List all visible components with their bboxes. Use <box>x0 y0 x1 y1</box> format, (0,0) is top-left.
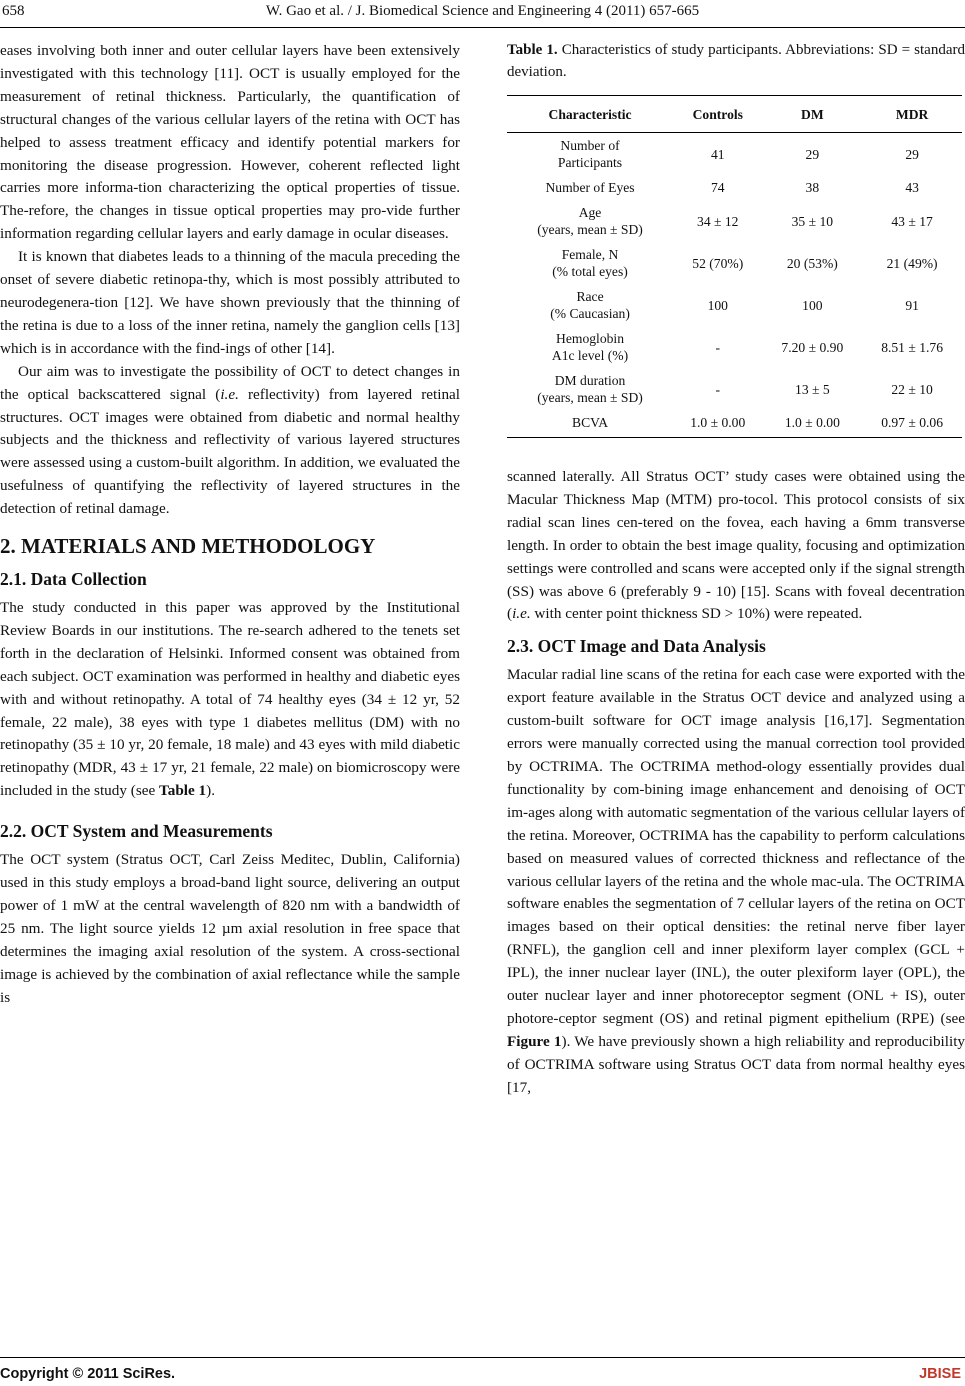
row-label-cell: Female, N (% total eyes) <box>552 247 628 279</box>
subsection-heading-image-analysis: 2.3. OCT Image and Data Analysis <box>507 636 766 657</box>
value-cell: 41 <box>710 146 725 162</box>
table-reference[interactable]: Table 1 <box>159 782 207 800</box>
row-label-cell: BCVA <box>507 410 673 438</box>
footer-rule <box>0 1357 965 1358</box>
row-label-cell: Age (years, mean ± SD) <box>537 205 643 237</box>
running-head: W. Gao et al. / J. Biomedical Science and Engineering 4 (2011) 657-665 <box>265 3 700 19</box>
value-cell: 29 <box>805 146 820 162</box>
row-label-cell: Race (% Caucasian) <box>550 289 630 321</box>
value-cell: 21 (49%) <box>886 255 938 271</box>
table-caption: Table 1. Characteristics of study participants. Abbreviations: SD = standard deviation. <box>507 42 965 80</box>
section-heading-methods: 2. MATERIALS AND METHODOLOGY <box>0 534 376 559</box>
paragraph-oct-system: The OCT system (Stratus OCT, Carl Zeiss Meditec, Dublin, California) used in this study employs a broad-band light source, delivering an output power of 1 mW at the central wavelength of 820 nm with a bandwidth of 25 nm. The light source yields 12 µm axial resolution in free space that determines the imaging axial resolution of the system. A cross-sectional image is achieved by the combination of axial reflectance while the sample is <box>0 851 460 1006</box>
copyright-notice: Copyright © 2011 SciRes. <box>0 1366 176 1382</box>
characteristics-table <box>507 95 962 438</box>
value-cell: 38 <box>805 180 820 195</box>
table-row <box>507 284 962 326</box>
value-cell: 20 (53%) <box>786 255 838 271</box>
page-footer <box>0 1366 965 1386</box>
table-header-row <box>507 96 962 133</box>
left-column <box>0 40 460 1010</box>
value-cell: 1.0 ± 0.00 <box>762 410 862 438</box>
value-cell: 100 <box>802 297 823 313</box>
value-cell: - <box>715 339 721 355</box>
table-row <box>507 175 962 200</box>
value-cell: 1.0 ± 0.00 <box>673 410 762 438</box>
paragraph-diabetes: It is known that diabetes leads to a thinning of the macula preceding the onset of severe diabetic retinopa-thy, which is most possibly attributed to neurodegenera-tion [12]. We have shown previously that the thinning of the retina is due to a loss of the inner retina, namely the ganglion cells [13] which is in accordance with the find-ings of other [14]. <box>0 248 460 357</box>
row-label-cell: Number of Participants <box>557 138 623 170</box>
value-cell: 0.97 ± 0.06 <box>862 410 962 438</box>
value-cell: 52 (70%) <box>692 255 744 271</box>
value-cell: 8.51 ± 1.76 <box>881 339 944 355</box>
page-number: 658 <box>2 3 25 19</box>
value-cell: 34 ± 12 <box>697 213 739 229</box>
table-header-cell: Characteristic <box>507 96 673 133</box>
figure-reference[interactable]: Figure 1 <box>507 1032 562 1050</box>
subsection-heading-data-collection: 2.1. Data Collection <box>0 569 147 590</box>
value-cell: 13 ± 5 <box>795 381 830 397</box>
row-label-cell: Number of Eyes <box>545 180 635 195</box>
value-cell: 29 <box>905 146 919 162</box>
row-label-cell: Hemoglobin A1c level (%) <box>551 331 629 363</box>
value-cell: 43 <box>905 180 919 195</box>
table-header-cell: MDR <box>862 96 962 133</box>
table-header-cell: Controls <box>673 96 762 133</box>
table-row <box>507 326 962 368</box>
paragraph-intro-continued: eases involving both inner and outer cellular layers have been extensively investigated with this technology [11]. OCT is usually employed for the measurement of retinal thickness. Particularly, the quantification of structural changes of the various cellular layers of the retina with OCT has helped to assess treatment efficacy and identify potential markers for monitoring the disease progression. However, coherent reflected light carries more informa-tion characterizing the optical properties of tissue. The-refore, the changes in tissue optical properties may pro-vide further information regarding cellular layers and early damage in ocular diseases. <box>0 42 460 243</box>
table-row <box>507 368 962 410</box>
table-row <box>507 200 962 242</box>
value-cell: 7.20 ± 0.90 <box>781 339 844 355</box>
value-cell: 91 <box>905 297 919 313</box>
value-cell: 100 <box>707 297 728 313</box>
value-cell: 22 ± 10 <box>891 381 933 397</box>
value-cell: - <box>715 381 721 397</box>
subsection-heading-oct-system: 2.2. OCT System and Measurements <box>0 821 273 842</box>
value-cell: 43 ± 17 <box>891 213 933 229</box>
journal-abbreviation: JBISE <box>919 1366 961 1382</box>
value-cell: 35 ± 10 <box>791 213 834 229</box>
table-row <box>507 242 962 284</box>
table-header-cell: DM <box>762 96 862 133</box>
paragraph-scanning: scanned laterally. All Stratus OCT’ study cases were obtained using the Macular Thickness Map (MTM) pro-tocol. This protocol consists of six radial scan lines cen-tered on the fovea, each having a 6mm transverse length. In order to obtain the best image quality, focusing and optimization settings were controlled and scans were accepted only if the signal strength (SS) was above 6 (preferably 9 - 10) [15]. Scans with foveal decentration (i.e. with center point thickness SD > 10%) were repeated. <box>507 468 965 623</box>
value-cell: 74 <box>710 180 725 195</box>
paragraph-image-analysis: Macular radial line scans of the retina for each case were exported with the export feature available in the Stratus OCT device and analyzed using a custom-built software for OCT image analysis [16,17]. Segmentation errors were manually corrected using the manual correction tool provided by OCTRIMA. The OCTRIMA method-ology essentially provides dual functionality by com-bining image enhancement and denoising of OCT im-ages along with automatic segmentation of the various cellular layers of the retina. Moreover, OCTRIMA has the capability to perform calculations based on measured values of corrected thickness and reflectance of the various cellular layers of the retina and the whole mac-ula. The OCTRIMA software enables the segmentation of 7 cellular layers of the retina on OCT images based on their optical densities: the retinal nerve fiber layer (RNFL), the ganglion cell and inner plexiform layer complex (GCL + IPL), the inner nuclear layer (INL), the outer plexiform layer (OPL), the outer nuclear layer and inner photoreceptor segment (ONL + IS), outer photore-ceptor segment (OS) and retinal pigment epithelium (RPE) (see Figure 1). We have previously shown a high reliability and reproducibility of OCTRIMA software using Stratus OCT data from normal healthy eyes [17, <box>507 666 965 1096</box>
paragraph-data-collection: The study conducted in this paper was approved by the Institutional Review Boards in our institutions. The re-search adhered to the tenets set forth in the declaration of Helsinki. Informed consent was obtained from each subject. OCT examination was performed in healthy and diabetic eyes with and without retinopathy. A total of 74 healthy eyes (34 ± 12 yr, 52 female, 22 male), 38 eyes with type 1 diabetes mellitus (DM) with no retinopathy (35 ± 10 yr, 20 female, 18 male) and 43 eyes with mild diabetic retinopathy (MDR, 43 ± 17 yr, 21 female, 22 male) on biomicroscopy were included in the study (see Table 1). <box>0 599 460 800</box>
table-row <box>507 410 962 438</box>
paragraph-aim: Our aim was to investigate the possibility of OCT to detect changes in the optical backscattered signal (i.e. reflectivity) from layered retinal structures. OCT images were obtained from diabetic and normal healthy subjects and the thickness and reflectivity of various layered structures were assessed using a custom-built algorithm. In addition, we evaluated the usefulness of quantifying the reflectivity of layered structures in the detection of retinal damage. <box>0 362 461 518</box>
row-label-cell: DM duration (years, mean ± SD) <box>537 373 643 405</box>
table-row <box>507 133 962 176</box>
header-rule <box>0 27 965 28</box>
right-column <box>507 40 965 1100</box>
